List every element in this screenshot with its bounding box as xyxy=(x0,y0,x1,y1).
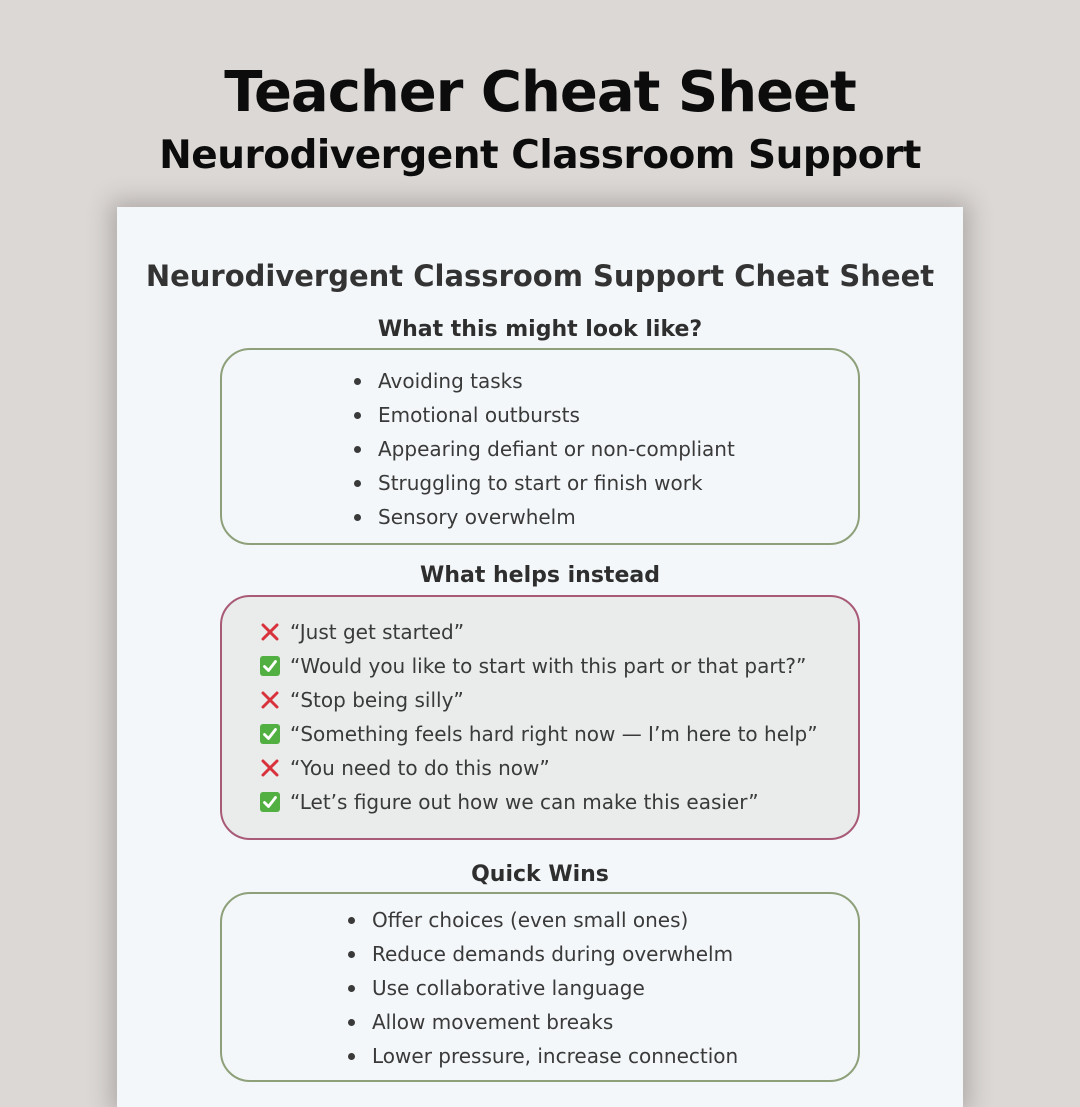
list-item xyxy=(348,937,738,971)
list-item-text: Reduce demands during overwhelm xyxy=(372,942,734,966)
list-item xyxy=(354,500,735,534)
list-item xyxy=(348,1005,738,1039)
phrase-text: “You need to do this now” xyxy=(290,756,550,780)
list-item xyxy=(348,971,738,1005)
cheat-sheet-document xyxy=(117,207,963,1107)
list-item-text: Appearing defiant or non-compliant xyxy=(378,437,735,461)
bullet-dot xyxy=(354,378,361,385)
helps-list xyxy=(260,615,818,819)
helps-box xyxy=(220,595,860,840)
bullet-dot xyxy=(348,1019,355,1026)
look-like-heading: What this might look like? xyxy=(377,317,703,342)
list-item-text: Offer choices (even small ones) xyxy=(372,908,689,932)
dont-say-item xyxy=(260,683,818,717)
do-say-item xyxy=(260,649,818,683)
list-item xyxy=(354,432,735,466)
list-item xyxy=(354,466,735,500)
sheet-title: Neurodivergent Classroom Support Cheat Sheet xyxy=(145,259,935,293)
page-title: Teacher Cheat Sheet xyxy=(224,60,856,125)
cross-mark-icon xyxy=(260,690,280,710)
do-say-item xyxy=(260,717,818,751)
bullet-dot xyxy=(354,480,361,487)
helps-heading: What helps instead xyxy=(420,563,660,588)
bullet-dot xyxy=(348,985,355,992)
phrase-text: “Stop being silly” xyxy=(290,688,464,712)
look-like-box xyxy=(220,348,860,545)
do-say-item xyxy=(260,785,818,819)
dont-say-item xyxy=(260,751,818,785)
list-item xyxy=(354,364,735,398)
cross-mark-icon xyxy=(260,622,280,642)
quick-wins-list xyxy=(348,903,738,1073)
quick-wins-heading: Quick Wins xyxy=(471,862,609,887)
quick-wins-box xyxy=(220,892,860,1082)
phrase-text: “Just get started” xyxy=(290,620,465,644)
check-mark-icon xyxy=(260,724,280,744)
list-item xyxy=(348,903,738,937)
look-like-list xyxy=(354,364,735,534)
bullet-dot xyxy=(348,1053,355,1060)
bullet-dot xyxy=(354,446,361,453)
list-item-text: Sensory overwhelm xyxy=(378,505,576,529)
phrase-text: “Would you like to start with this part or that part?” xyxy=(290,654,807,678)
list-item-text: Use collaborative language xyxy=(372,976,645,1000)
list-item-text: Lower pressure, increase connection xyxy=(372,1044,739,1068)
check-mark-icon xyxy=(260,792,280,812)
bullet-dot xyxy=(354,514,361,521)
bullet-dot xyxy=(348,951,355,958)
list-item xyxy=(348,1039,738,1073)
bullet-dot xyxy=(354,412,361,419)
list-item-text: Struggling to start or finish work xyxy=(378,471,703,495)
cross-mark-icon xyxy=(260,758,280,778)
list-item-text: Allow movement breaks xyxy=(372,1010,614,1034)
list-item-text: Emotional outbursts xyxy=(378,403,580,427)
dont-say-item xyxy=(260,615,818,649)
phrase-text: “Something feels hard right now — I’m here to help” xyxy=(290,722,818,746)
page-subtitle: Neurodivergent Classroom Support xyxy=(159,133,921,178)
phrase-text: “Let’s figure out how we can make this easier” xyxy=(290,790,759,814)
bullet-dot xyxy=(348,917,355,924)
check-mark-icon xyxy=(260,656,280,676)
list-item xyxy=(354,398,735,432)
list-item-text: Avoiding tasks xyxy=(378,369,523,393)
